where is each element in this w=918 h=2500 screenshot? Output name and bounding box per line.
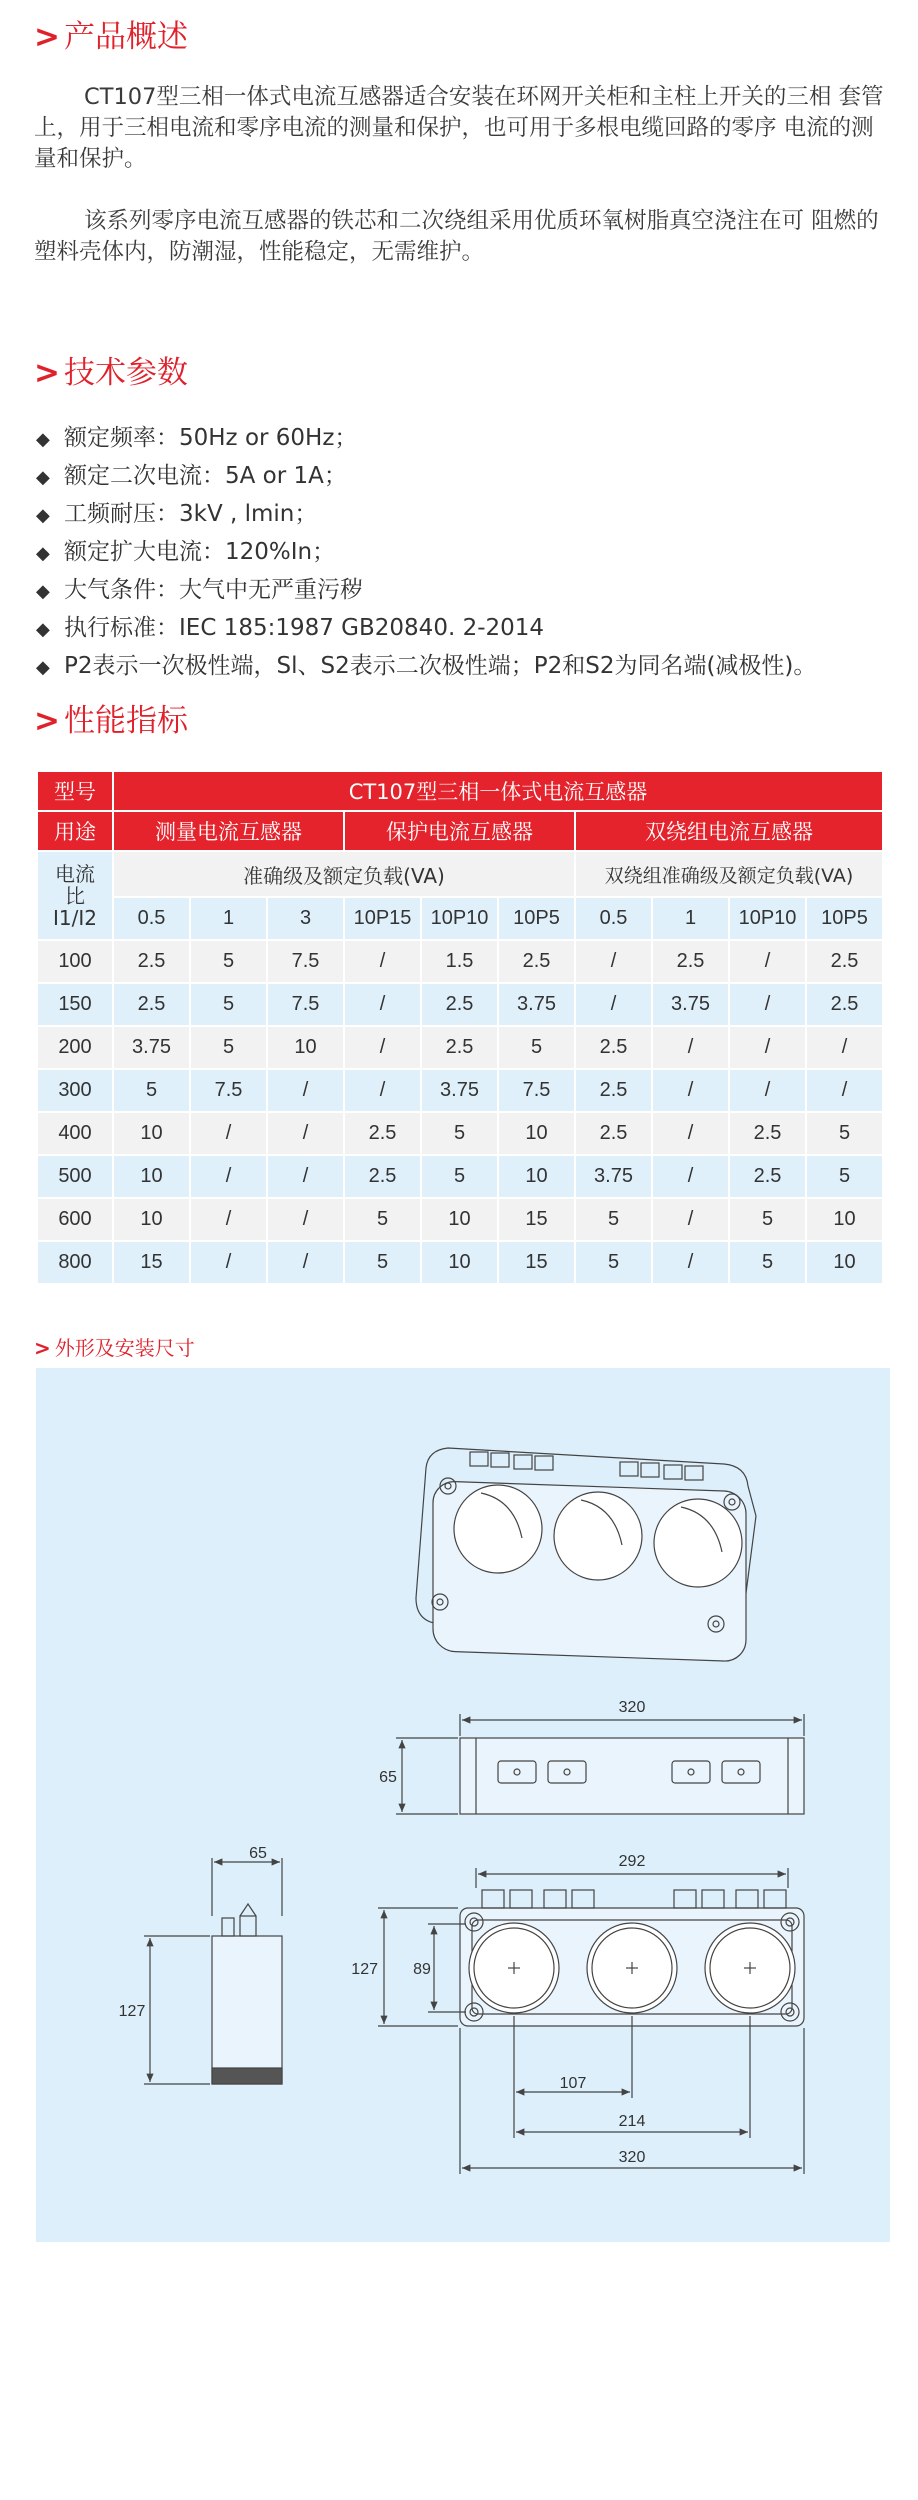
- value-cell: 3.75: [114, 1027, 189, 1068]
- use-measure: 测量电流互感器: [114, 812, 343, 850]
- diamond-bullet-icon: ◆: [36, 467, 50, 488]
- value-cell: 5: [807, 1113, 882, 1154]
- ratio-cell: 800: [38, 1242, 112, 1283]
- list-item: ◆ 工频耐压：3kV , lmin；: [36, 496, 816, 534]
- top-view: [379, 1699, 804, 1814]
- overview-paragraph-2: 该系列零序电流互感器的铁芯和二次绕组采用优质环氧树脂真空浇注在可 阻燃的塑料壳体内，防潮湿，性能稳定，无需维护。: [34, 208, 879, 265]
- dim-front-107: 107: [559, 2075, 587, 2092]
- value-cell: /: [345, 984, 420, 1025]
- value-cell: 2.5: [114, 941, 189, 982]
- list-item: ◆ 额定频率：50Hz or 60Hz；: [36, 420, 816, 458]
- value-cell: 5: [345, 1199, 420, 1240]
- value-cell: 5: [499, 1027, 574, 1068]
- value-cell: 2.5: [422, 1027, 497, 1068]
- value-cell: 10: [114, 1199, 189, 1240]
- value-cell: /: [653, 1027, 728, 1068]
- use-protect: 保护电流互感器: [345, 812, 574, 850]
- table-row: [38, 1156, 882, 1197]
- value-cell: 5: [114, 1070, 189, 1111]
- table-row: [38, 1242, 882, 1283]
- model-value: CT107型三相一体式电流互感器: [114, 772, 882, 810]
- list-item: ◆ 执行标准：IEC 185:1987 GB20840. 2-2014: [36, 610, 816, 648]
- chevron-right-icon: >: [34, 703, 60, 739]
- dim-side-width: 65: [249, 1845, 267, 1862]
- value-cell: 2.5: [422, 984, 497, 1025]
- value-cell: /: [576, 984, 651, 1025]
- value-cell: 15: [499, 1199, 574, 1240]
- class-header-cell: 1: [653, 898, 728, 939]
- value-cell: 10: [499, 1156, 574, 1197]
- diamond-bullet-icon: ◆: [36, 543, 50, 564]
- value-cell: 3.75: [499, 984, 574, 1025]
- value-cell: 2.5: [576, 1070, 651, 1111]
- value-cell: 3.75: [653, 984, 728, 1025]
- value-cell: 2.5: [730, 1156, 805, 1197]
- value-cell: /: [268, 1113, 343, 1154]
- value-cell: /: [191, 1242, 266, 1283]
- overview-paragraph-1: CT107型三相一体式电流互感器适合安装在环网开关柜和主柱上开关的三相 套管上，用于三相电流和零序电流的测量和保护，也可用于多根电缆回路的零序 电流的测量和保护。: [34, 84, 884, 172]
- class-header-cell: 3: [268, 898, 343, 939]
- value-cell: 2.5: [807, 984, 882, 1025]
- diamond-bullet-icon: ◆: [36, 619, 50, 640]
- tech-param-list: [36, 420, 816, 686]
- performance-table: [36, 770, 884, 1285]
- value-cell: 10: [422, 1242, 497, 1283]
- diamond-bullet-icon: ◆: [36, 505, 50, 526]
- value-cell: /: [576, 941, 651, 982]
- value-cell: /: [730, 984, 805, 1025]
- use-dual: 双绕组电流互感器: [576, 812, 882, 850]
- value-cell: /: [268, 1242, 343, 1283]
- tech-title: > 技术参数: [34, 355, 188, 391]
- value-cell: /: [730, 1027, 805, 1068]
- value-cell: 2.5: [345, 1156, 420, 1197]
- value-cell: 10: [114, 1156, 189, 1197]
- value-cell: 7.5: [268, 941, 343, 982]
- value-cell: /: [191, 1156, 266, 1197]
- value-cell: /: [730, 941, 805, 982]
- table-row: [38, 812, 882, 850]
- ratio-cell: 200: [38, 1027, 112, 1068]
- class-header-cell: 0.5: [114, 898, 189, 939]
- value-cell: 10: [114, 1113, 189, 1154]
- value-cell: 2.5: [807, 941, 882, 982]
- list-item: ◆ 额定二次电流：5A or 1A；: [36, 458, 816, 496]
- value-cell: /: [191, 1199, 266, 1240]
- value-cell: 5: [576, 1242, 651, 1283]
- value-cell: 1.5: [422, 941, 497, 982]
- chevron-right-icon: >: [34, 19, 60, 55]
- value-cell: 10: [268, 1027, 343, 1068]
- ratio-cell: 300: [38, 1070, 112, 1111]
- list-item: ◆ P2表示一次极性端，Sl、S2表示二次极性端；P2和S2为同名端(减极性)。: [36, 648, 816, 686]
- value-cell: 10: [807, 1199, 882, 1240]
- value-cell: 10: [807, 1242, 882, 1283]
- class-header-cell: 10P10: [422, 898, 497, 939]
- table-row: [38, 1027, 882, 1068]
- chevron-right-icon: >: [34, 355, 60, 391]
- dimension-drawing: [36, 1368, 890, 2242]
- class-header-cell: 1: [191, 898, 266, 939]
- table-row: [38, 1070, 882, 1111]
- ratio-cell: 400: [38, 1113, 112, 1154]
- ratio-cell: 500: [38, 1156, 112, 1197]
- value-cell: 5: [191, 984, 266, 1025]
- value-cell: /: [268, 1070, 343, 1111]
- value-cell: /: [268, 1199, 343, 1240]
- table-row: [38, 941, 882, 982]
- class-header-cell: 10P15: [345, 898, 420, 939]
- dim-side-height: 127: [118, 2003, 146, 2020]
- value-cell: 2.5: [499, 941, 574, 982]
- dim-front-127: 127: [351, 1961, 378, 1978]
- value-cell: 5: [730, 1242, 805, 1283]
- value-cell: /: [191, 1113, 266, 1154]
- value-cell: /: [345, 941, 420, 982]
- value-cell: 7.5: [191, 1070, 266, 1111]
- value-cell: 2.5: [114, 984, 189, 1025]
- value-cell: 10: [422, 1199, 497, 1240]
- value-cell: 15: [114, 1242, 189, 1283]
- list-item: ◆ 额定扩大电流：120%In；: [36, 534, 816, 572]
- value-cell: /: [730, 1070, 805, 1111]
- side-view: [119, 1845, 282, 2084]
- value-cell: /: [345, 1070, 420, 1111]
- value-cell: 2.5: [576, 1113, 651, 1154]
- dim-front-292: 292: [618, 1853, 646, 1870]
- value-cell: 5: [191, 941, 266, 982]
- value-cell: /: [807, 1027, 882, 1068]
- list-item: ◆ 大气条件：大气中无严重污秽: [36, 572, 816, 610]
- ratio-cell: 600: [38, 1199, 112, 1240]
- value-cell: 2.5: [576, 1027, 651, 1068]
- dim-top-height: 65: [379, 1769, 397, 1786]
- value-cell: 2.5: [730, 1113, 805, 1154]
- chevron-right-icon: >: [34, 1336, 51, 1360]
- dim-front-320: 320: [618, 2149, 646, 2166]
- dimensions-title: > 外形及安装尺寸: [34, 1336, 195, 1360]
- table-row: [38, 984, 882, 1025]
- value-cell: /: [653, 1156, 728, 1197]
- value-cell: 2.5: [653, 941, 728, 982]
- diamond-bullet-icon: ◆: [36, 657, 50, 678]
- table-row: [38, 898, 882, 939]
- load-label-2: 双绕组准确级及额定负载(VA): [576, 852, 882, 896]
- class-header-cell: 10P10: [730, 898, 805, 939]
- diamond-bullet-icon: ◆: [36, 429, 50, 450]
- ratio-label: 电流 比 I1/I2: [38, 852, 112, 939]
- value-cell: 7.5: [499, 1070, 574, 1111]
- class-header-cell: 10P5: [807, 898, 882, 939]
- ratio-cell: 100: [38, 941, 112, 982]
- value-cell: 10: [499, 1113, 574, 1154]
- dim-top-width: 320: [618, 1699, 646, 1716]
- value-cell: 5: [807, 1156, 882, 1197]
- value-cell: 5: [345, 1242, 420, 1283]
- diamond-bullet-icon: ◆: [36, 581, 50, 602]
- value-cell: 5: [422, 1156, 497, 1197]
- table-row: [38, 772, 882, 810]
- model-label: 型号: [38, 772, 112, 810]
- front-view: [351, 1853, 804, 2174]
- perf-title: > 性能指标: [34, 703, 188, 739]
- value-cell: /: [653, 1070, 728, 1111]
- ratio-cell: 150: [38, 984, 112, 1025]
- table-row: [38, 1113, 882, 1154]
- value-cell: 3.75: [576, 1156, 651, 1197]
- class-header-cell: 10P5: [499, 898, 574, 939]
- value-cell: 7.5: [268, 984, 343, 1025]
- table-row: [38, 852, 882, 896]
- value-cell: /: [653, 1113, 728, 1154]
- value-cell: 3.75: [422, 1070, 497, 1111]
- table-row: [38, 1199, 882, 1240]
- value-cell: /: [807, 1070, 882, 1111]
- value-cell: /: [345, 1027, 420, 1068]
- value-cell: /: [653, 1199, 728, 1240]
- value-cell: 5: [422, 1113, 497, 1154]
- value-cell: /: [653, 1242, 728, 1283]
- class-header-cell: 0.5: [576, 898, 651, 939]
- value-cell: 5: [191, 1027, 266, 1068]
- load-label-1: 准确级及额定负载(VA): [114, 852, 574, 896]
- value-cell: /: [268, 1156, 343, 1197]
- value-cell: 15: [499, 1242, 574, 1283]
- dim-front-214: 214: [618, 2113, 646, 2130]
- overview-title: > 产品概述: [34, 19, 188, 55]
- dim-front-89: 89: [413, 1961, 431, 1978]
- value-cell: 5: [576, 1199, 651, 1240]
- isometric-view: [416, 1448, 756, 1662]
- value-cell: 5: [730, 1199, 805, 1240]
- value-cell: 2.5: [345, 1113, 420, 1154]
- use-label: 用途: [38, 812, 112, 850]
